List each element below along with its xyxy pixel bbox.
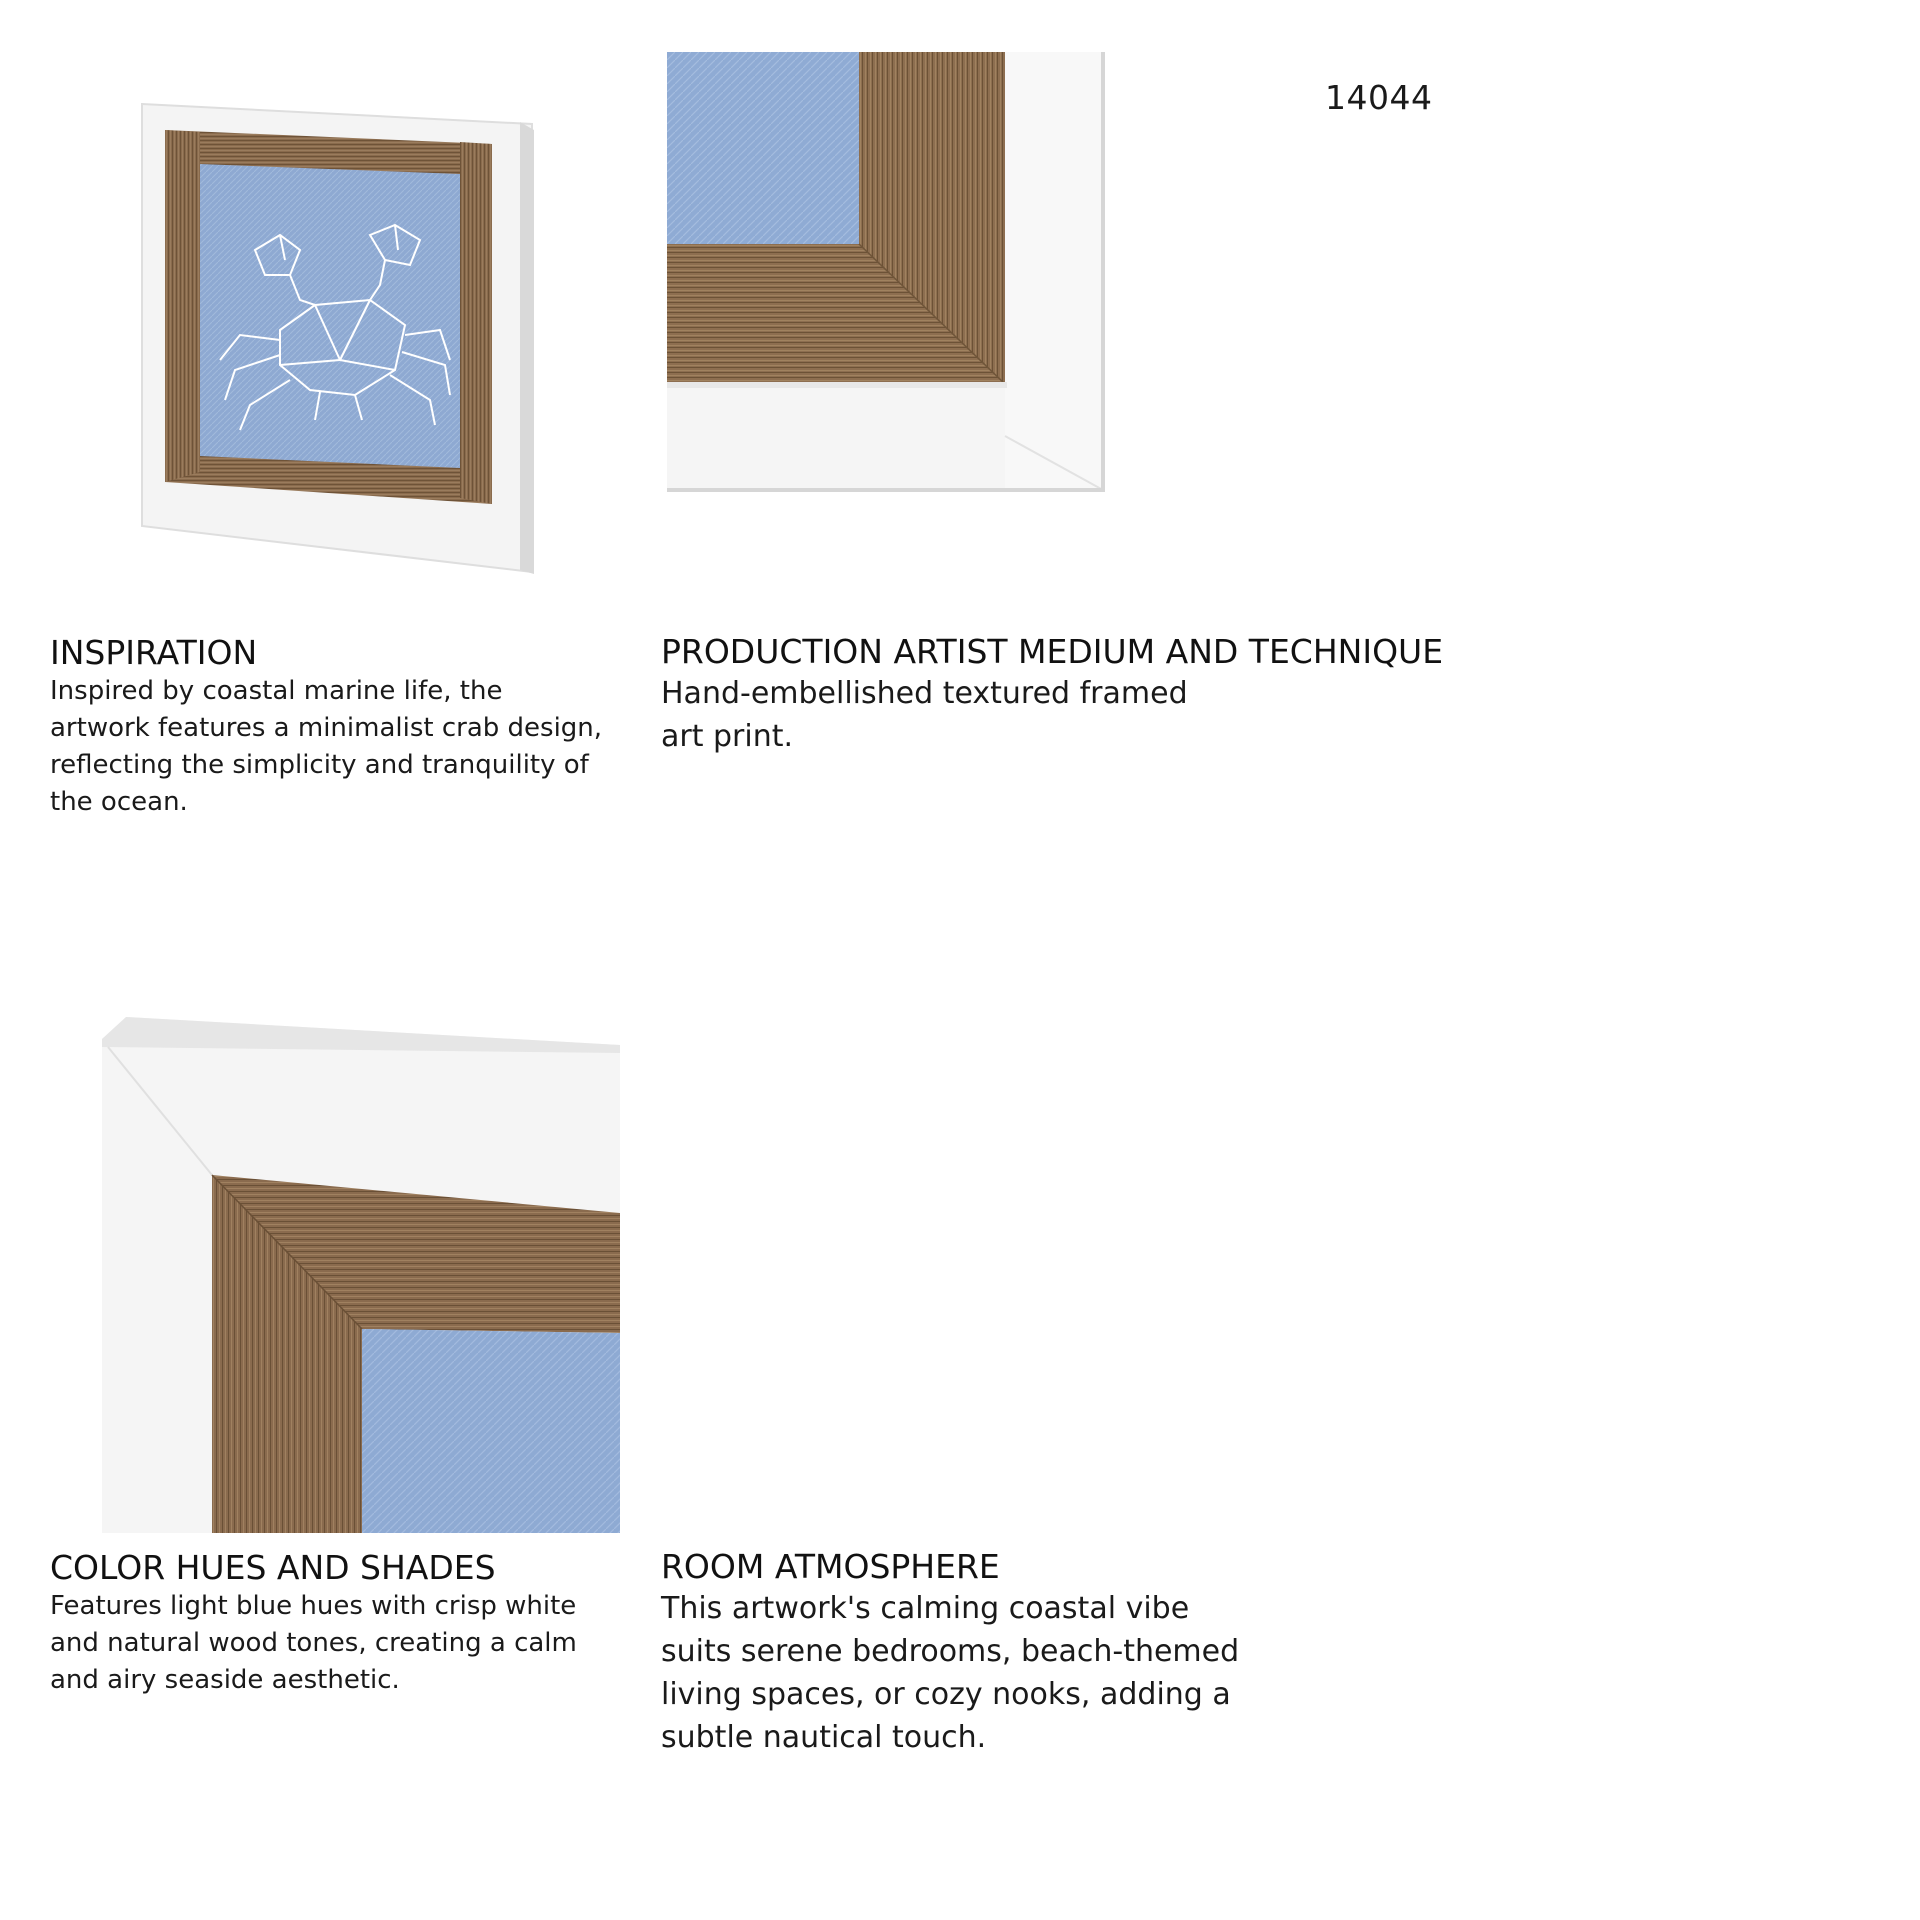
- framed-crab-art-photo: [140, 100, 540, 575]
- color-title: COLOR HUES AND SHADES: [50, 1548, 496, 1587]
- corner-detail-illustration: [667, 52, 1107, 494]
- production-title: PRODUCTION ARTIST MEDIUM AND TECHNIQUE: [661, 632, 1444, 671]
- inspiration-section: [50, 633, 610, 821]
- room-atmosphere-section: [661, 1547, 1241, 1759]
- room-atmosphere-title: ROOM ATMOSPHERE: [661, 1547, 1000, 1586]
- color-text: Features light blue hues with crisp white and natural wood tones, creating a calm and airy seaside aesthetic.: [50, 1591, 577, 1695]
- frame-corner-detail-photo: [667, 52, 1107, 494]
- framed-art-illustration: [140, 100, 540, 575]
- frame-corner-closeup-photo: [102, 1017, 620, 1533]
- production-text: Hand-embellished textured framed art print.: [661, 676, 1188, 754]
- inspiration-title: INSPIRATION: [50, 633, 258, 672]
- color-section: [50, 1548, 620, 1699]
- inspiration-text: Inspired by coastal marine life, the artwork features a minimalist crab design, reflecting the simplicity and tranquility of the ocean.: [50, 676, 603, 817]
- production-section: [661, 632, 1444, 758]
- corner-closeup-illustration: [102, 1017, 620, 1533]
- room-atmosphere-text: This artwork's calming coastal vibe suits serene bedrooms, beach-themed living spaces, or cozy nooks, adding a subtle nautical touch.: [661, 1591, 1240, 1755]
- product-code: 14044: [1325, 78, 1433, 117]
